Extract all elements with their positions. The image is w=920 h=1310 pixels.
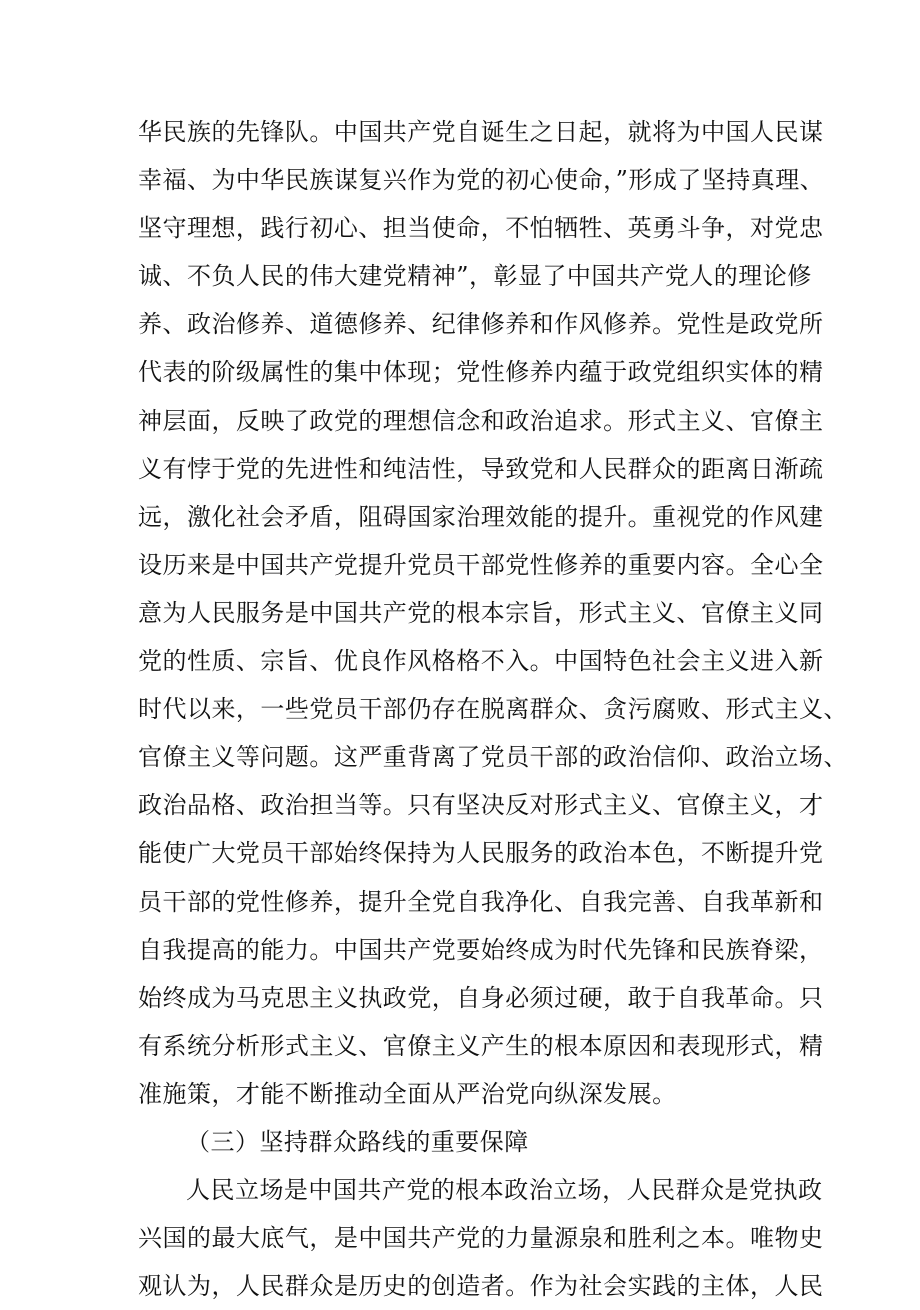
text-line: 华民族的先锋队。中国共产党自诞生之日起，就将为中国人民谋 [138, 118, 824, 146]
text-line: 义有悖于党的先进性和纯洁性，导致党和人民群众的距离日渐疏 [138, 454, 824, 483]
text-line: 准施策，才能不断推动全面从严治党向纵深发展。 [138, 1079, 677, 1108]
text-line: 神层面，反映了政党的理想信念和政治追求。形式主义、官僚主 [138, 406, 824, 435]
text-line: 有系统分析形式主义、官僚主义产生的根本原因和表现形式，精 [138, 1031, 824, 1060]
text-line: 设历来是中国共产党提升党员干部党性修养的重要内容。全心全 [138, 550, 824, 579]
text-line: 幸福、为中华民族谋复兴作为党的初心使命，”形成了坚持真理、 [138, 166, 825, 195]
document-body [138, 108, 848, 1310]
text-line: 兴国的最大底气，是中国共产党的力量源泉和胜利之本。唯物史 [138, 1224, 824, 1253]
section-heading: （三）坚持群众路线的重要保障 [186, 1127, 529, 1156]
text-line: 诚、不负人民的伟大建党精神”，彰显了中国共产党人的理论修 [138, 262, 812, 291]
paragraph-2 [138, 1166, 824, 1310]
text-line: 代表的阶级属性的集中体现；党性修养内蕴于政党组织实体的精 [138, 358, 824, 387]
text-line: 官僚主义等问题。这严重背离了党员干部的政治信仰、政治立场、 [138, 743, 848, 772]
text-line: 人民立场是中国共产党的根本政治立场，人民群众是党执政 [186, 1176, 823, 1205]
text-line: 时代以来，一些党员干部仍存在脱离群众、贪污腐败、形式主义、 [138, 695, 848, 724]
text-line: 坚守理想，践行初心、担当使命，不怕牺牲、英勇斗争，对党忠 [138, 214, 824, 243]
text-line: 养、政治修养、道德修养、纪律修养和作风修养。党性是政党所 [138, 310, 824, 339]
text-line: 能使广大党员干部始终保持为人民服务的政治本色，不断提升党 [138, 839, 824, 868]
text-line: 员干部的党性修养，提升全党自我净化、自我完善、自我革新和 [138, 887, 824, 916]
text-line: 远，激化社会矛盾，阻碍国家治理效能的提升。重视党的作风建 [138, 502, 824, 531]
text-line: 意为人民服务是中国共产党的根本宗旨，形式主义、官僚主义同 [138, 598, 824, 627]
text-line: 政治品格、政治担当等。只有坚决反对形式主义、官僚主义，才 [138, 791, 824, 820]
text-line: 党的性质、宗旨、优良作风格格不入。中国特色社会主义进入新 [138, 647, 824, 676]
text-line: 观认为，人民群众是历史的创造者。作为社会实践的主体，人民 [138, 1272, 824, 1301]
text-line: 自我提高的能力。中国共产党要始终成为时代先锋和民族脊梁， [138, 935, 824, 964]
paragraph-1 [138, 108, 848, 1118]
text-line: 始终成为马克思主义执政党，自身必须过硬，敢于自我革命。只 [138, 983, 824, 1012]
